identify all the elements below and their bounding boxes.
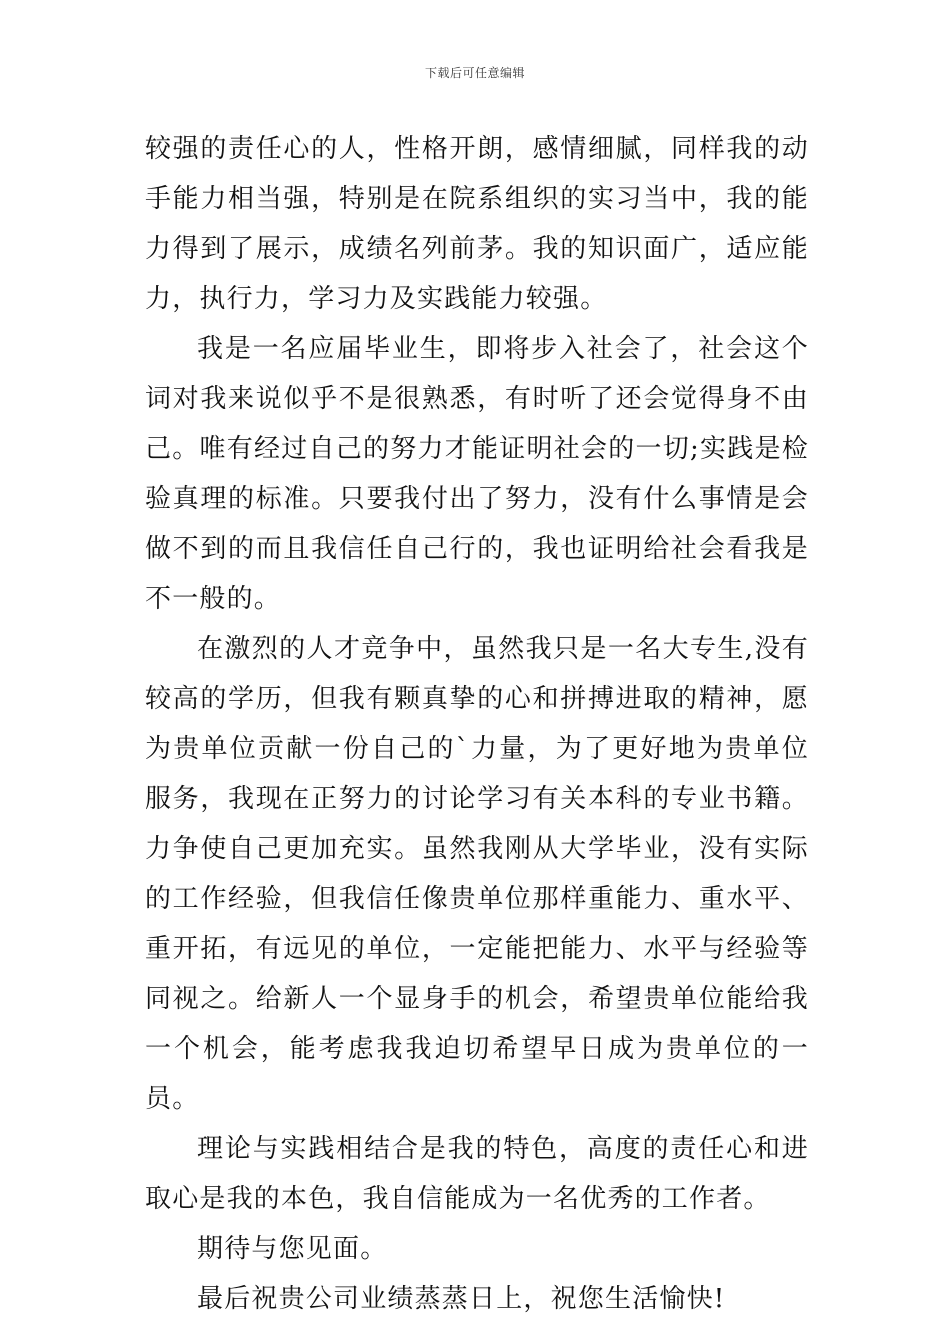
paragraph-2: 我是一名应届毕业生，即将步入社会了，社会这个词对我来说似乎不是很熟悉，有时听了还会觉得身不由己。唯有经过自己的努力才能证明社会的一切;实践是检验真理的标准。只要我付出了努力，没有什么事情是会做不到的而且我信任自己行的，我也证明给社会看我是不一般的。 [145, 334, 809, 614]
letter-body [145, 124, 809, 1324]
paragraph-4: 理论与实践相结合是我的特色，高度的责任心和进取心是我的本色，我自信能成为一名优秀的工作者。 [145, 1134, 809, 1214]
paragraph-3: 在激烈的人才竞争中，虽然我只是一名大专生,没有较高的学历，但我有颗真挚的心和拼搏进取的精神，愿为贵单位贡献一份自己的`力量，为了更好地为贵单位服务，我现在正努力的讨论学习有关本科的专业书籍。力争使自己更加充实。虽然我刚从大学毕业，没有实际的工作经验，但我信任像贵单位那样重能力、重水平、重开拓，有远见的单位，一定能把能力、水平与经验等同视之。给新人一个显身手的机会，希望贵单位能给我一个机会，能考虑我我迫切希望早日成为贵单位的一员。 [145, 634, 809, 1114]
paragraph-1: 较强的责任心的人，性格开朗，感情细腻，同样我的动手能力相当强，特别是在院系组织的实习当中，我的能力得到了展示，成绩名列前茅。我的知识面广，适应能力，执行力，学习力及实践能力较强。 [145, 134, 809, 314]
page-header-note: 下载后可任意编辑 [424, 66, 525, 80]
paragraph-5: 期待与您见面。 [197, 1234, 388, 1264]
paragraph-6: 最后祝贵公司业绩蒸蒸日上，祝您生活愉快! [197, 1284, 726, 1314]
